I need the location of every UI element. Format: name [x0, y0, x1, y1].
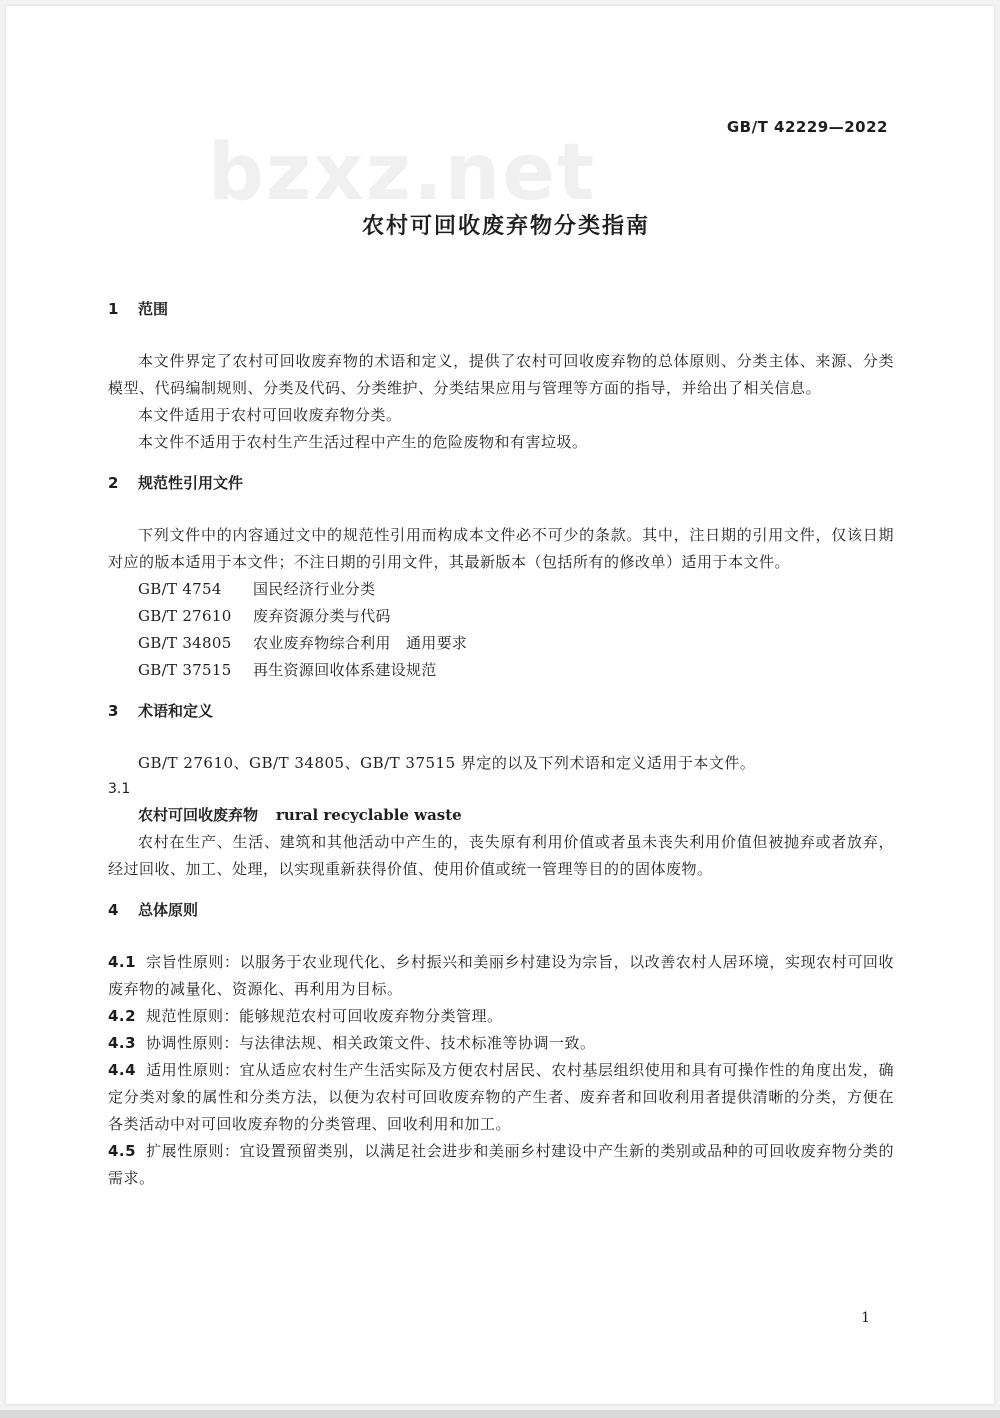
clause	[108, 1057, 894, 1138]
clause	[108, 1138, 894, 1192]
reference-name: 废弃资源分类与代码	[253, 607, 391, 625]
paragraph: 本文件适用于农村可回收废弃物分类。	[138, 406, 402, 424]
reference-name: 国民经济行业分类	[253, 580, 376, 598]
clause-number: 4.4	[108, 1061, 137, 1079]
section-number: 3	[108, 702, 119, 720]
paragraph: 本文件不适用于农村生产生活过程中产生的危险废物和有害垃圾。	[138, 433, 588, 451]
term-chinese: 农村可回收废弃物	[138, 806, 259, 824]
section-title: 范围	[138, 300, 169, 318]
section-title: 规范性引用文件	[138, 474, 244, 492]
watermark: bzxz.net	[208, 128, 597, 218]
standard-code: GB/T 42229—2022	[726, 118, 888, 136]
section-heading-4	[108, 897, 894, 923]
clause	[108, 1003, 894, 1030]
reference-code: GB/T 27610	[138, 607, 232, 625]
section-title: 术语和定义	[138, 702, 214, 720]
page-number: 1	[861, 1310, 870, 1326]
reference-code: GB/T 34805	[138, 634, 232, 652]
paragraph: 下列文件中的内容通过文中的规范性引用而构成本文件必不可少的条款。其中，注日期的引用文件，仅该日期对应的版本适用于本文件；不注日期的引用文件，其最新版本（包括所有的修改单）适用于本文件。	[108, 526, 894, 571]
reference-item	[108, 576, 894, 603]
document-body	[108, 296, 894, 1192]
clause-number: 4.5	[108, 1142, 137, 1160]
term-title	[108, 801, 894, 829]
clause-number: 4.3	[108, 1034, 137, 1052]
section-heading-1	[108, 296, 894, 322]
clause-number: 4.1	[108, 953, 137, 971]
clause-number: 4.2	[108, 1007, 137, 1025]
term-definition: 农村在生产、生活、建筑和其他活动中产生的，丧失原有利用价值或者虽未丧失利用价值但被抛弃或者放弃，经过回收、加工、处理，以实现重新获得价值、使用价值或统一管理等目的的固体废物。	[108, 833, 894, 878]
reference-name: 再生资源回收体系建设规范	[253, 661, 437, 679]
clause-text: 规范性原则：能够规范农村可回收废弃物分类管理。	[146, 1007, 503, 1025]
paragraph: 本文件界定了农村可回收废弃物的术语和定义，提供了农村可回收废弃物的总体原则、分类主体、来源、分类模型、代码编制规则、分类及代码、分类维护、分类结果应用与管理等方面的指导，并给出了相关信息。	[108, 352, 894, 397]
section-number: 2	[108, 474, 119, 492]
clause	[108, 1030, 894, 1057]
clause-text: 协调性原则：与法律法规、相关政策文件、技术标准等协调一致。	[146, 1034, 596, 1052]
term-english: rural recyclable waste	[276, 806, 462, 824]
viewer-bottom-strip	[0, 1410, 1000, 1418]
clause-text: 宗旨性原则：以服务于农业现代化、乡村振兴和美丽乡村建设为宗旨，以改善农村人居环境，实现农村可回收废弃物的减量化、资源化、再利用为目标。	[108, 953, 894, 998]
reference-name: 农业废弃物综合利用 通用要求	[253, 634, 468, 652]
page-title: 农村可回收废弃物分类指南	[361, 214, 650, 239]
clause	[108, 949, 894, 1003]
section-number: 1	[108, 300, 119, 318]
reference-item	[108, 603, 894, 630]
reference-code: GB/T 37515	[138, 661, 232, 679]
term-number: 3.1	[108, 781, 131, 797]
section-title: 总体原则	[138, 901, 199, 919]
paragraph: GB/T 27610、GB/T 34805、GB/T 37515 界定的以及下列术语和定义适用于本文件。	[138, 754, 756, 772]
section-heading-3	[108, 698, 894, 724]
section-heading-2	[108, 470, 894, 496]
clause-text: 适用性原则：宜从适应农村生产生活实际及方便农村居民、农村基层组织使用和具有可操作性的角度出发，确定分类对象的属性和分类方法，以便为农村可回收废弃物的产生者、废弃者和回收利用者提供清晰的分类，方便在各类活动中对可回收废弃物的分类管理、回收利用和加工。	[108, 1061, 894, 1133]
reference-item	[108, 630, 894, 657]
reference-item	[108, 657, 894, 684]
clause-text: 扩展性原则：宜设置预留类别，以满足社会进步和美丽乡村建设中产生新的类别或品种的可回收废弃物分类的需求。	[108, 1142, 894, 1187]
reference-code: GB/T 4754	[138, 580, 222, 598]
section-number: 4	[108, 901, 119, 919]
